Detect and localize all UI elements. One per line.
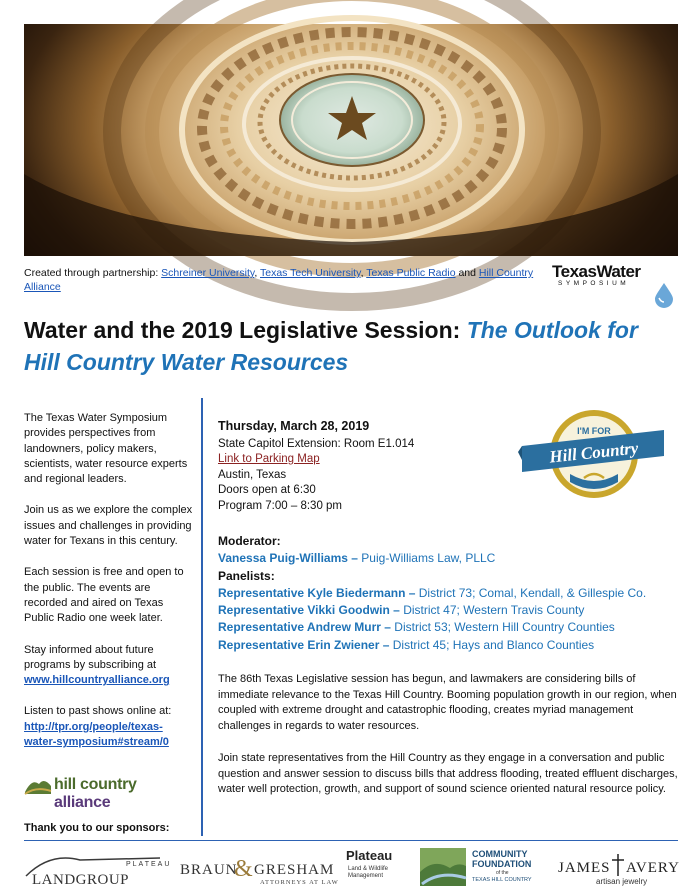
panelist-detail: District 45; Hays and Blanco Counties [392, 637, 595, 652]
event-doors: Doors open at 6:30 [218, 484, 316, 496]
panelists-heading: Panelists: [218, 568, 275, 583]
cf-d: TEXAS HILL COUNTRY [472, 877, 532, 883]
moderator-row [218, 550, 678, 567]
badge-line1: I'M FOR [577, 426, 611, 436]
ja-b: AVERY [626, 860, 680, 876]
sidebar-join: Join us as we explore the complex issues and challenges in providing water for Texans in this century. [24, 504, 193, 548]
panelist-name: Representative Kyle Biedermann – [218, 585, 419, 600]
plateau-wl-c: Management [348, 873, 384, 879]
partnership-line [24, 266, 544, 294]
partnership-prefix: Created through partnership: [24, 267, 162, 279]
panelist-row [218, 619, 678, 636]
braun-sub: ATTORNEYS AT LAW [260, 879, 339, 886]
partner-link-schreiner[interactable]: Schreiner University [161, 267, 255, 279]
sponsor-divider [24, 840, 678, 841]
capitol-dome-photo [24, 24, 678, 256]
moderator-heading: Moderator: [218, 534, 281, 548]
title-subtitle: The Outlook for Hill Country Water Resources [24, 317, 638, 375]
sidebar-free: Each session is free and open to the public. The events are recorded and aired on Texas Public Radio one week later. [24, 566, 184, 625]
sponsor-james-avery-logo [556, 846, 680, 890]
subscribe-text: Stay informed about future programs by subscribing at [24, 643, 157, 671]
hca-wordmark [54, 776, 194, 812]
sidebar-listen [24, 704, 194, 750]
logo-main-text: TexasWater [552, 262, 641, 281]
cf-a: COMMUNITY [472, 849, 528, 859]
parking-map-link[interactable]: Link to Parking Map [218, 453, 320, 465]
event-date: Thursday, March 28, 2019 [218, 419, 370, 433]
panelist-row [218, 637, 678, 654]
sponsor-community-foundation-logo [420, 846, 550, 890]
sidebar-intro: The Texas Water Symposium provides perspectives from landowners, policy makers, scientists, water resource experts and regional leaders. [24, 412, 188, 486]
panelist-detail: District 73; Comal, Kendall, & Gillespie Co. [418, 585, 647, 600]
moderator-org: Puig-Williams Law, PLLC [361, 551, 496, 566]
separator: , [360, 267, 367, 279]
texas-water-symposium-logo [552, 262, 678, 308]
speakers-list [218, 533, 678, 654]
braun-amp: & [234, 856, 253, 882]
separator: , [254, 267, 260, 279]
panelist-name: Representative Vikki Goodwin – [218, 603, 404, 618]
listen-link[interactable]: http://tpr.org/people/texas-water-symposium#stream/0 [24, 720, 169, 749]
sponsor-plateau-landgroup-logo [20, 846, 170, 890]
event-program-time: Program 7:00 – 8:30 pm [218, 499, 343, 512]
sponsor-plateau-wildlife-logo [344, 846, 408, 890]
title-main: Water and the 2019 Legislative Session: [24, 317, 467, 343]
hca-wordmark-b: alliance [54, 794, 111, 811]
body-paragraph-join: Join state representatives from the Hill Country as they engage in a conversation and public question and answer session to discuss bills that address flooding, treated effluent discharges, water well protection, growth, and support of sound science oriented natural resource policy. [218, 752, 678, 795]
panelist-row [218, 585, 678, 602]
plateau-wl-b: Land & Wildlife [348, 866, 389, 872]
water-drop-icon [652, 282, 676, 308]
sponsor-braun-gresham-logo [178, 846, 339, 890]
ja-a: JAMES [558, 860, 611, 876]
hca-wordmark-a: hill country [54, 776, 137, 793]
partner-link-texas-tech[interactable]: Texas Tech University [260, 267, 361, 279]
partner-link-hill-country-alliance[interactable]: Hill Country Alliance [24, 267, 534, 293]
event-venue: State Capitol Extension: Room E1.014 [218, 437, 415, 450]
ja-sub: artisan jewelry [596, 877, 648, 886]
event-details [218, 419, 518, 514]
event-city: Austin, Texas [218, 468, 287, 481]
panelist-detail: District 53; Western Hill Country Counties [394, 620, 615, 635]
panelist-row [218, 602, 678, 619]
sidebar [24, 411, 194, 766]
panelist-detail: District 47; Western Travis County [403, 603, 585, 618]
logo-sub-text: SYMPOSIUM [558, 280, 630, 287]
partner-link-tpr[interactable]: Texas Public Radio [366, 267, 456, 279]
moderator-name: Vanessa Puig-Williams – [218, 551, 362, 566]
listen-text: Listen to past shows online at: [24, 705, 172, 718]
subscribe-link[interactable]: www.hillcountryalliance.org [24, 674, 170, 687]
sponsors-heading: Thank you to our sponsors: [24, 822, 170, 834]
sidebar-subscribe [24, 643, 194, 689]
braun-a: BRAUN [180, 862, 238, 878]
badge-line2: Hill Country [548, 438, 640, 467]
separator: and [455, 267, 479, 279]
cf-c: of the [496, 870, 509, 876]
plateau-wl-a: Plateau [346, 848, 393, 863]
hills-icon [24, 774, 52, 796]
panelist-name: Representative Erin Zwiener – [218, 637, 393, 652]
braun-b: GRESHAM [254, 862, 335, 878]
panelist-name: Representative Andrew Murr – [218, 620, 395, 635]
cf-b: FOUNDATION [472, 859, 532, 869]
page-title [24, 314, 674, 378]
im-for-hill-country-badge [518, 404, 668, 504]
column-divider [201, 398, 203, 836]
body-paragraph-session: The 86th Texas Legislative session has begun, and lawmakers are considering bills of immediate relevance to the Texas Hill Country. Booming population growth in our region, when coupled with extreme drought and catastrophic flooding, creates myriad management challenges in regards to water resources. [218, 673, 677, 732]
plateau-land-a: PLATEAU [126, 861, 172, 868]
hill-country-alliance-logo [24, 772, 194, 811]
cross-icon [612, 854, 624, 876]
plateau-land-b: LANDGROUP [32, 872, 130, 888]
